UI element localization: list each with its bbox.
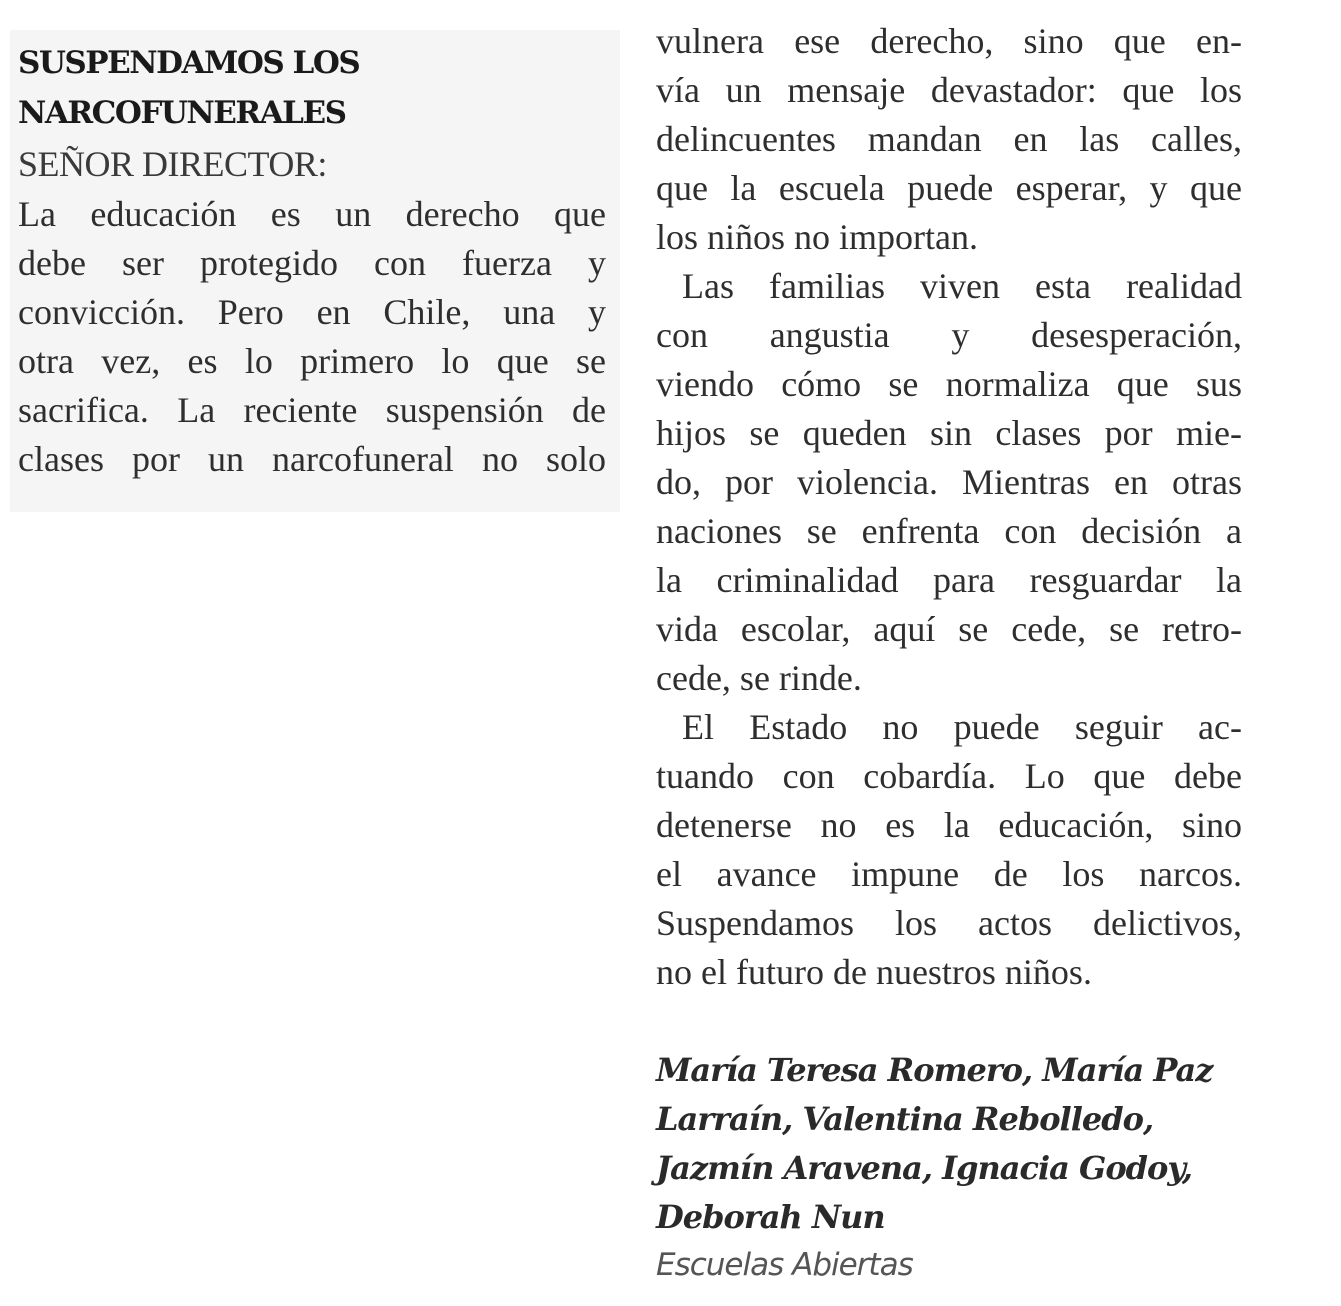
text-line: hijos se queden sin clases por mie- xyxy=(656,413,1242,453)
text-line: la criminalidad para resguardar la xyxy=(656,560,1242,600)
text-line: convicción. Pero en Chile, una y xyxy=(18,292,606,332)
organization-name: Escuelas Abiertas xyxy=(656,1247,913,1283)
signature-block xyxy=(656,1046,1256,1288)
left-column xyxy=(10,30,620,512)
paragraph-1-start xyxy=(18,190,606,484)
text-line: el avance impune de los narcos. xyxy=(656,854,1242,894)
text-line: que la escuela puede esperar, y que xyxy=(656,168,1242,208)
text-line: los niños no importan. xyxy=(656,217,978,257)
paragraph-2 xyxy=(656,262,1242,703)
text-line: Las familias viven esta realidad xyxy=(682,266,1242,306)
text-line: vida escolar, aquí se cede, se retro- xyxy=(656,609,1242,649)
text-line: vulnera ese derecho, sino que en- xyxy=(656,21,1242,61)
signatory-line: Jazmín Aravena, Ignacia Godoy, xyxy=(656,1149,1193,1187)
signatory-line: María Teresa Romero, María Paz xyxy=(656,1051,1213,1089)
text-line: tuando con cobardía. Lo que debe xyxy=(656,756,1242,796)
right-column xyxy=(656,17,1242,997)
paragraph-3 xyxy=(656,703,1242,997)
text-line: naciones se enfrenta con decisión a xyxy=(656,511,1242,551)
text-line: sacrifica. La reciente suspensión de xyxy=(18,390,606,430)
text-line: La educación es un derecho que xyxy=(18,194,606,234)
signatory-line: Larraín, Valentina Rebolledo, xyxy=(656,1100,1154,1138)
headline-line: SUSPENDAMOS LOS xyxy=(18,45,360,81)
letter-headline xyxy=(18,38,606,138)
headline-line: NARCOFUNERALES xyxy=(18,95,346,131)
signatory-line: Deborah Nun xyxy=(656,1198,885,1236)
paragraph-1-end xyxy=(656,17,1242,262)
text-line: debe ser protegido con fuerza y xyxy=(18,243,606,283)
text-line: viendo cómo se normaliza que sus xyxy=(656,364,1242,404)
text-line: con angustia y desesperación, xyxy=(656,315,1242,355)
salutation: SEÑOR DIRECTOR: xyxy=(18,144,327,184)
text-line: cede, se rinde. xyxy=(656,658,862,698)
text-line: no el futuro de nuestros niños. xyxy=(656,952,1092,992)
text-line: vía un mensaje devastador: que los xyxy=(656,70,1242,110)
signatories xyxy=(656,1046,1256,1242)
text-line: clases por un narcofuneral no solo xyxy=(18,439,606,479)
left-column-content xyxy=(18,38,606,484)
text-line: do, por violencia. Mientras en otras xyxy=(656,462,1242,502)
text-line: delincuentes mandan en las calles, xyxy=(656,119,1242,159)
text-line: detenerse no es la educación, sino xyxy=(656,805,1242,845)
text-line: otra vez, es lo primero lo que se xyxy=(18,341,606,381)
text-line: El Estado no puede seguir ac- xyxy=(682,707,1242,747)
text-line: Suspendamos los actos delictivos, xyxy=(656,903,1242,943)
